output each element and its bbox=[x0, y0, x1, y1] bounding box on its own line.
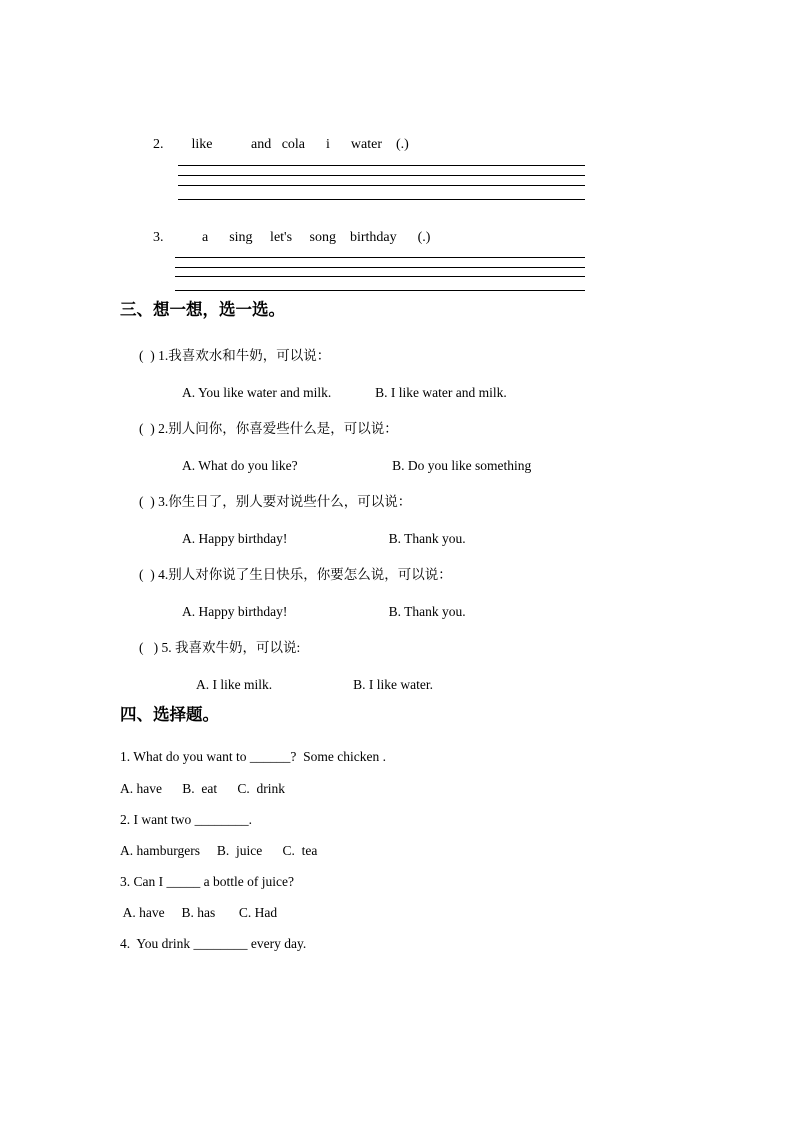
choice-q1-options: A. You like water and milk. B. I like water and milk. bbox=[182, 385, 507, 400]
unscramble-item-2: 2. like and cola i water (.) bbox=[153, 137, 409, 152]
mc-q1-stem: 1. What do you want to ______? Some chicken . bbox=[120, 749, 386, 764]
choice-q3-prompt: ( ) 3.你生日了，别人要对说些什么，可以说： bbox=[139, 494, 412, 509]
writing-lines-item-2 bbox=[178, 165, 585, 201]
mc-q4-stem: 4. You drink ________ every day. bbox=[120, 936, 307, 951]
choice-q1-prompt: ( ) 1.我喜欢水和牛奶，可以说： bbox=[139, 348, 331, 363]
writing-line bbox=[178, 199, 585, 200]
writing-line bbox=[175, 290, 585, 291]
writing-line bbox=[178, 175, 585, 176]
choice-q4-options: A. Happy birthday! B. Thank you. bbox=[182, 604, 466, 619]
choice-q5-options: A. I like milk. B. I like water. bbox=[196, 677, 433, 692]
unscramble-item-3: 3. a sing let's song birthday (.) bbox=[153, 230, 431, 245]
section-4-heading: 四、选择题。 bbox=[120, 706, 219, 724]
mc-q1-options: A. have B. eat C. drink bbox=[120, 781, 285, 796]
section-3-heading: 三、想一想，选一选。 bbox=[120, 301, 285, 319]
mc-q2-options: A. hamburgers B. juice C. tea bbox=[120, 843, 318, 858]
writing-line bbox=[178, 185, 585, 186]
writing-line bbox=[175, 257, 585, 258]
choice-q2-prompt: ( ) 2.别人问你，你喜爱些什么是，可以说： bbox=[139, 421, 398, 436]
mc-q2-stem: 2. I want two ________. bbox=[120, 812, 252, 827]
choice-q5-prompt: ( ) 5. 我喜欢牛奶，可以说: bbox=[139, 640, 301, 655]
choice-q2-options: A. What do you like? B. Do you like something bbox=[182, 458, 532, 473]
mc-q3-stem: 3. Can I _____ a bottle of juice? bbox=[120, 874, 294, 889]
writing-lines-item-3 bbox=[175, 257, 585, 293]
writing-line bbox=[175, 267, 585, 268]
writing-line bbox=[175, 276, 585, 277]
mc-q3-options: A. have B. has C. Had bbox=[120, 905, 278, 920]
choice-q4-prompt: ( ) 4.别人对你说了生日快乐，你要怎么说，可以说： bbox=[139, 567, 452, 582]
writing-line bbox=[178, 165, 585, 166]
choice-q3-options: A. Happy birthday! B. Thank you. bbox=[182, 531, 466, 546]
